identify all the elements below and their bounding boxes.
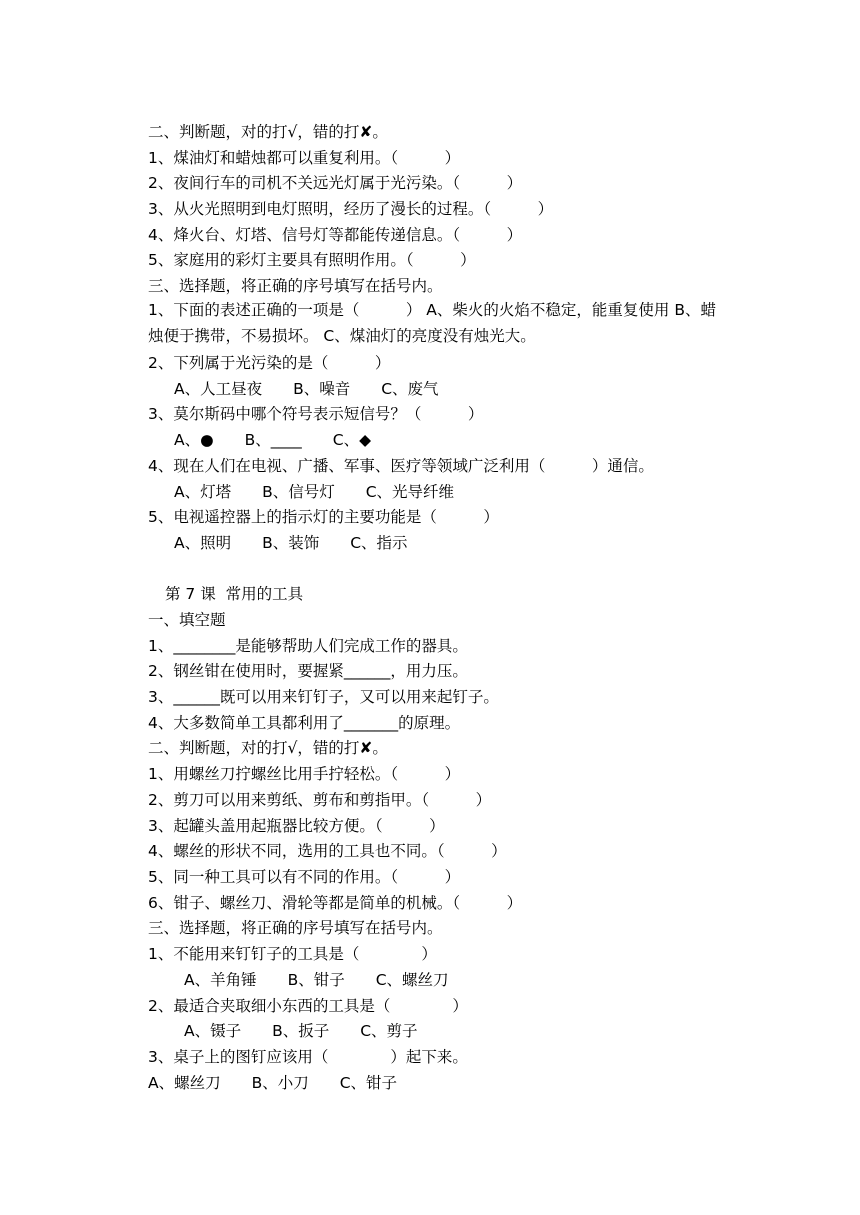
lesson7-title: 第 7 课 常用的工具 xyxy=(165,585,304,603)
l7-fill-heading: 一、填空题 xyxy=(148,611,226,629)
l7-judge-item-6: 6、钳子、螺丝刀、滑轮等都是简单的机械。（ ） xyxy=(148,894,523,912)
s6-choice-q5: 5、电视遥控器上的指示灯的主要功能是（ ） xyxy=(148,508,499,526)
l7-judge-item-4: 4、螺丝的形状不同，选用的工具也不同。（ ） xyxy=(148,842,507,860)
l7-choice-q2: 2、最适合夹取细小东西的工具是（ ） xyxy=(148,997,468,1015)
l7-judge-heading: 二、判断题，对的打√，错的打✘。 xyxy=(148,739,388,757)
l7-judge-item-1: 1、用螺丝刀拧螺丝比用手拧轻松。（ ） xyxy=(148,765,461,783)
s6-choice-q2: 2、下列属于光污染的是（ ） xyxy=(148,354,391,372)
s6-choice-q3-options: A、● B、____ C、◆ xyxy=(174,431,372,449)
s6-judge-item-5: 5、家庭用的彩灯主要具有照明作用。（ ） xyxy=(148,251,476,269)
s6-choice-q3: 3、莫尔斯码中哪个符号表示短信号？（ ） xyxy=(148,405,484,423)
s6-judge-item-2: 2、夜间行车的司机不关远光灯属于光污染。（ ） xyxy=(148,174,523,192)
s6-choice-heading: 三、选择题，将正确的序号填写在括号内。 xyxy=(148,277,443,295)
s6-choice-q4-options: A、灯塔 B、信号灯 C、光导纤维 xyxy=(174,483,455,501)
s6-choice-q2-options: A、人工昼夜 B、噪音 C、废气 xyxy=(174,380,439,398)
l7-fill-item-2: 2、钢丝钳在使用时，要握紧______，用力压。 xyxy=(148,662,468,680)
s6-judge-item-3: 3、从火光照明到电灯照明，经历了漫长的过程。（ ） xyxy=(148,200,554,218)
l7-choice-q1-options: A、羊角锤 B、钳子 C、螺丝刀 xyxy=(184,971,449,989)
l7-choice-q2-options: A、镊子 B、扳子 C、剪子 xyxy=(184,1022,418,1040)
l7-fill-item-3: 3、______既可以用来钉钉子，又可以用来起钉子。 xyxy=(148,688,499,706)
l7-choice-q3-options: A、螺丝刀 B、小刀 C、钳子 xyxy=(148,1074,398,1092)
l7-judge-item-3: 3、起罐头盖用起瓶器比较方便。（ ） xyxy=(148,817,445,835)
s6-choice-q1: 1、下面的表述正确的一项是（ ） A、柴火的火焰不稳定，能重复使用 B、蜡烛便于携带，不易损坏。 C、煤油灯的亮度没有烛光大。 xyxy=(148,301,716,345)
l7-fill-item-4: 4、大多数简单工具都利用了_______的原理。 xyxy=(148,714,461,732)
s6-judge-item-1: 1、煤油灯和蜡烛都可以重复利用。（ ） xyxy=(148,149,461,167)
s6-choice-q4: 4、现在人们在电视、广播、军事、医疗等领域广泛利用（ ）通信。 xyxy=(148,457,654,475)
l7-judge-item-2: 2、剪刀可以用来剪纸、剪布和剪指甲。（ ） xyxy=(148,791,492,809)
s6-judge-item-4: 4、烽火台、灯塔、信号灯等都能传递信息。（ ） xyxy=(148,226,523,244)
l7-choice-heading: 三、选择题，将正确的序号填写在括号内。 xyxy=(148,919,443,937)
l7-fill-item-1: 1、________是能够帮助人们完成工作的器具。 xyxy=(148,637,468,655)
l7-choice-q1: 1、不能用来钉钉子的工具是（ ） xyxy=(148,945,437,963)
l7-judge-item-5: 5、同一种工具可以有不同的作用。（ ） xyxy=(148,868,461,886)
l7-choice-q3: 3、桌子上的图钉应该用（ ）起下来。 xyxy=(148,1048,468,1066)
s6-choice-q5-options: A、照明 B、装饰 C、指示 xyxy=(174,534,408,552)
s6-judge-heading: 二、判断题，对的打√，错的打✘。 xyxy=(148,123,388,141)
